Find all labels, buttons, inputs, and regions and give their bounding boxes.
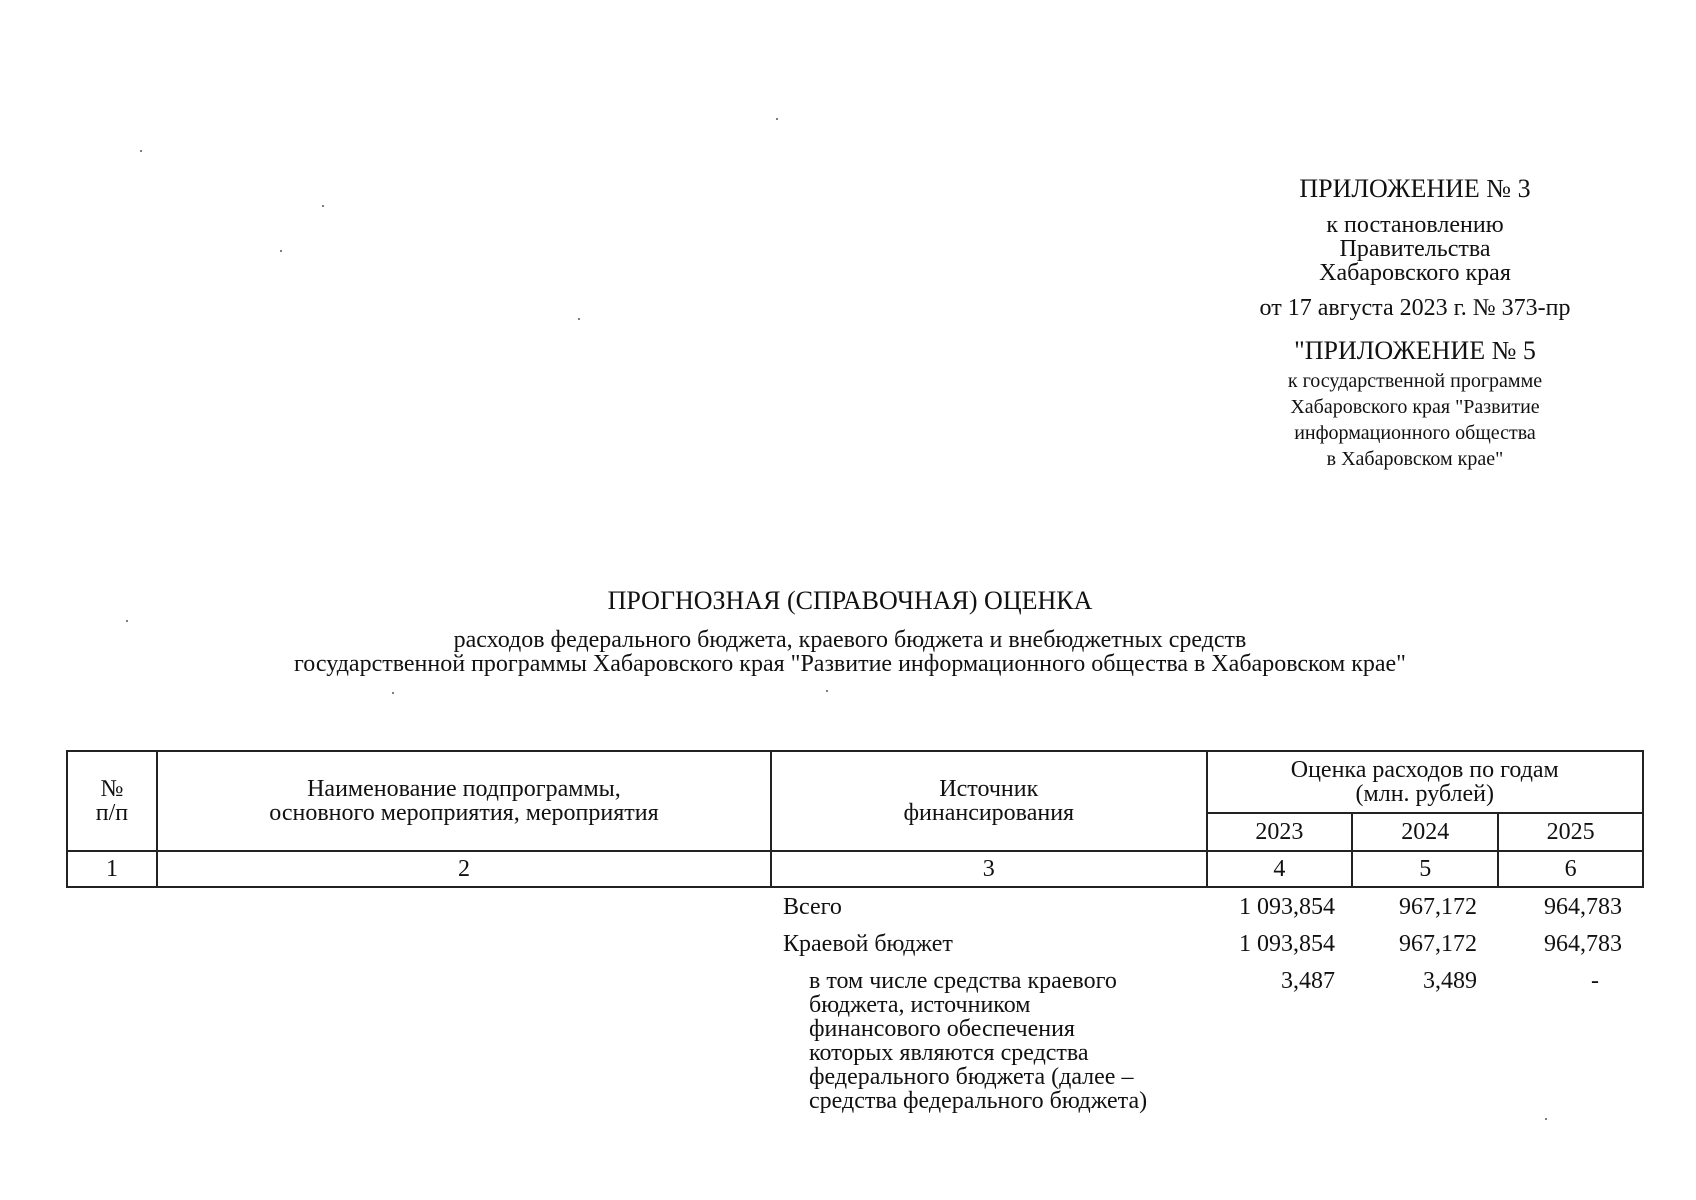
title-sub-2: государственной программы Хабаровского края "Развитие информационного общества в Хабаровском крае" xyxy=(294,651,1406,677)
scan-speck xyxy=(322,205,324,207)
header-source-line1: Источник xyxy=(939,776,1039,802)
value-total-2025: 964,783 xyxy=(1544,894,1622,920)
header-num-line2: п/п xyxy=(95,800,129,826)
scan-speck xyxy=(826,690,828,692)
scan-speck xyxy=(578,318,580,320)
appendix-region-line: Хабаровского края xyxy=(1319,260,1511,286)
value-federal-share-2024: 3,489 xyxy=(1423,968,1477,994)
scan-speck xyxy=(140,150,142,152)
source-federal-share-line: средства федерального бюджета) xyxy=(809,1088,1148,1114)
appendix-number: ПРИЛОЖЕНИЕ № 3 xyxy=(1299,174,1531,203)
appendix-government-line: Правительства xyxy=(1339,236,1491,262)
source-federal-share-line: финансового обеспечения xyxy=(809,1016,1075,1042)
scan-speck xyxy=(1545,1118,1547,1120)
header-num xyxy=(67,751,157,851)
header-year-2024: 2024 xyxy=(1352,813,1498,851)
scan-speck xyxy=(126,620,128,622)
appendix-header xyxy=(1190,175,1640,469)
table-row-total xyxy=(66,895,1644,932)
scan-speck xyxy=(776,118,778,120)
value-federal-share-2023: 3,487 xyxy=(1281,968,1335,994)
header-year-2023: 2023 xyxy=(1207,813,1353,851)
column-number-1: 1 xyxy=(67,851,157,887)
title-main: ПРОГНОЗНАЯ (СПРАВОЧНАЯ) ОЦЕНКА xyxy=(607,586,1093,615)
column-number-3: 3 xyxy=(771,851,1207,887)
program-appendix-number: "ПРИЛОЖЕНИЕ № 5 xyxy=(1294,336,1536,365)
title-sub-1: расходов федерального бюджета, краевого бюджета и внебюджетных средств xyxy=(453,627,1247,653)
source-federal-share-line: которых являются средства xyxy=(809,1040,1089,1066)
value-regional-2023: 1 093,854 xyxy=(1239,931,1335,957)
header-estimate-line2: (млн. рублей) xyxy=(1355,781,1494,807)
table-body xyxy=(66,895,1644,1113)
header-num-line1: № xyxy=(100,776,124,802)
header-year-2025: 2025 xyxy=(1498,813,1643,851)
program-appendix-line-3: информационного общества xyxy=(1294,422,1536,444)
table-row-regional xyxy=(66,932,1644,969)
document-title xyxy=(100,586,1600,676)
scan-speck xyxy=(280,250,282,252)
value-regional-2025: 964,783 xyxy=(1544,931,1622,957)
header-estimate xyxy=(1207,751,1643,813)
column-number-5: 5 xyxy=(1352,851,1498,887)
column-number-6: 6 xyxy=(1498,851,1643,887)
header-name xyxy=(157,751,771,851)
appendix-resolution-line: к постановлению xyxy=(1326,212,1504,238)
table-row-federal-share xyxy=(66,969,1644,1113)
value-federal-share-2025: - xyxy=(1591,968,1599,994)
program-appendix-line-4: в Хабаровском крае" xyxy=(1326,448,1504,470)
source-federal-share-line: бюджета, источником xyxy=(809,992,1031,1018)
header-name-line2: основного мероприятия, мероприятия xyxy=(269,800,659,826)
source-regional: Краевой бюджет xyxy=(783,931,953,957)
header-name-line1: Наименование подпрограммы, xyxy=(307,776,621,802)
column-number-4: 4 xyxy=(1207,851,1353,887)
value-total-2023: 1 093,854 xyxy=(1239,894,1335,920)
value-total-2024: 967,172 xyxy=(1399,894,1477,920)
column-number-2: 2 xyxy=(157,851,771,887)
header-source xyxy=(771,751,1207,851)
source-federal-share-line: федерального бюджета (далее – xyxy=(809,1064,1134,1090)
scan-speck xyxy=(392,692,394,694)
header-source-line2: финансирования xyxy=(903,800,1075,826)
appendix-date-line: от 17 августа 2023 г. № 373-пр xyxy=(1259,295,1571,321)
source-total: Всего xyxy=(783,894,842,920)
value-regional-2024: 967,172 xyxy=(1399,931,1477,957)
source-federal-share-line: в том числе средства краевого xyxy=(809,968,1117,994)
source-federal-share xyxy=(771,969,1207,1113)
program-appendix-line-1: к государственной программе xyxy=(1287,370,1543,392)
program-appendix-line-2: Хабаровского края "Развитие xyxy=(1290,396,1540,418)
header-estimate-line1: Оценка расходов по годам xyxy=(1290,757,1559,783)
table-header xyxy=(66,750,1644,888)
